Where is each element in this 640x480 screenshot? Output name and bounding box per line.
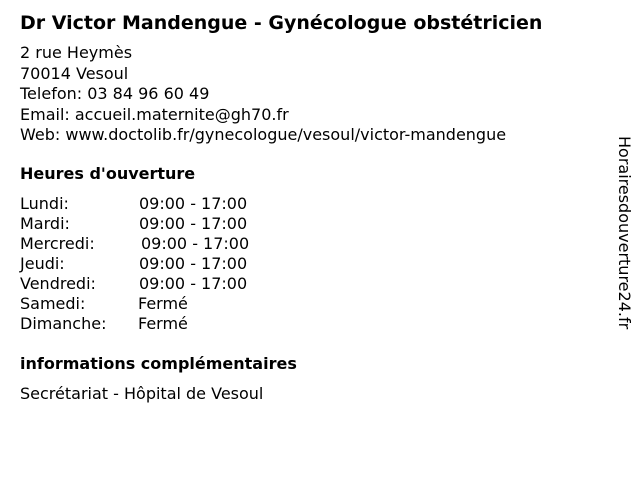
hours-value: Fermé	[138, 294, 188, 313]
additional-info-heading: informations complémentaires	[20, 354, 297, 373]
day-label: Samedi:	[20, 294, 86, 313]
site-watermark: Horairesdouverture24.fr	[615, 136, 634, 330]
day-label: Lundi:	[20, 194, 69, 213]
phone-number: Telefon: 03 84 96 60 49	[20, 84, 210, 103]
day-label: Jeudi:	[20, 254, 65, 273]
hours-row-monday	[20, 194, 320, 214]
hours-row-friday	[20, 274, 320, 294]
hours-value: 09:00 - 17:00	[139, 194, 248, 213]
street-address: 2 rue Heymès	[20, 43, 133, 62]
day-label: Dimanche:	[20, 314, 107, 333]
website-address: Web: www.doctolib.fr/gynecologue/vesoul/victor-mandengue	[20, 125, 507, 144]
day-label: Vendredi:	[20, 274, 96, 293]
hours-row-wednesday	[20, 234, 320, 254]
opening-hours-heading: Heures d'ouverture	[20, 164, 196, 183]
city-address: 70014 Vesoul	[20, 63, 129, 83]
contact-block	[20, 43, 506, 146]
email-address: Email: accueil.maternite@gh70.fr	[20, 104, 289, 124]
day-label: Mercredi:	[20, 234, 95, 253]
additional-info-text: Secrétariat - Hôpital de Vesoul	[20, 384, 264, 403]
hours-value: 09:00 - 17:00	[141, 234, 250, 253]
hours-value: 09:00 - 17:00	[139, 214, 248, 233]
hours-value: 09:00 - 17:00	[139, 274, 248, 293]
hours-row-sunday	[20, 314, 320, 334]
day-label: Mardi:	[20, 214, 70, 233]
hours-row-thursday	[20, 254, 320, 274]
opening-hours-table	[20, 194, 320, 334]
hours-value: 09:00 - 17:00	[139, 254, 248, 273]
hours-value: Fermé	[138, 314, 188, 333]
hours-row-saturday	[20, 294, 320, 314]
hours-row-tuesday	[20, 214, 320, 234]
page-title: Dr Victor Mandengue - Gynécologue obstétricien	[20, 12, 543, 34]
